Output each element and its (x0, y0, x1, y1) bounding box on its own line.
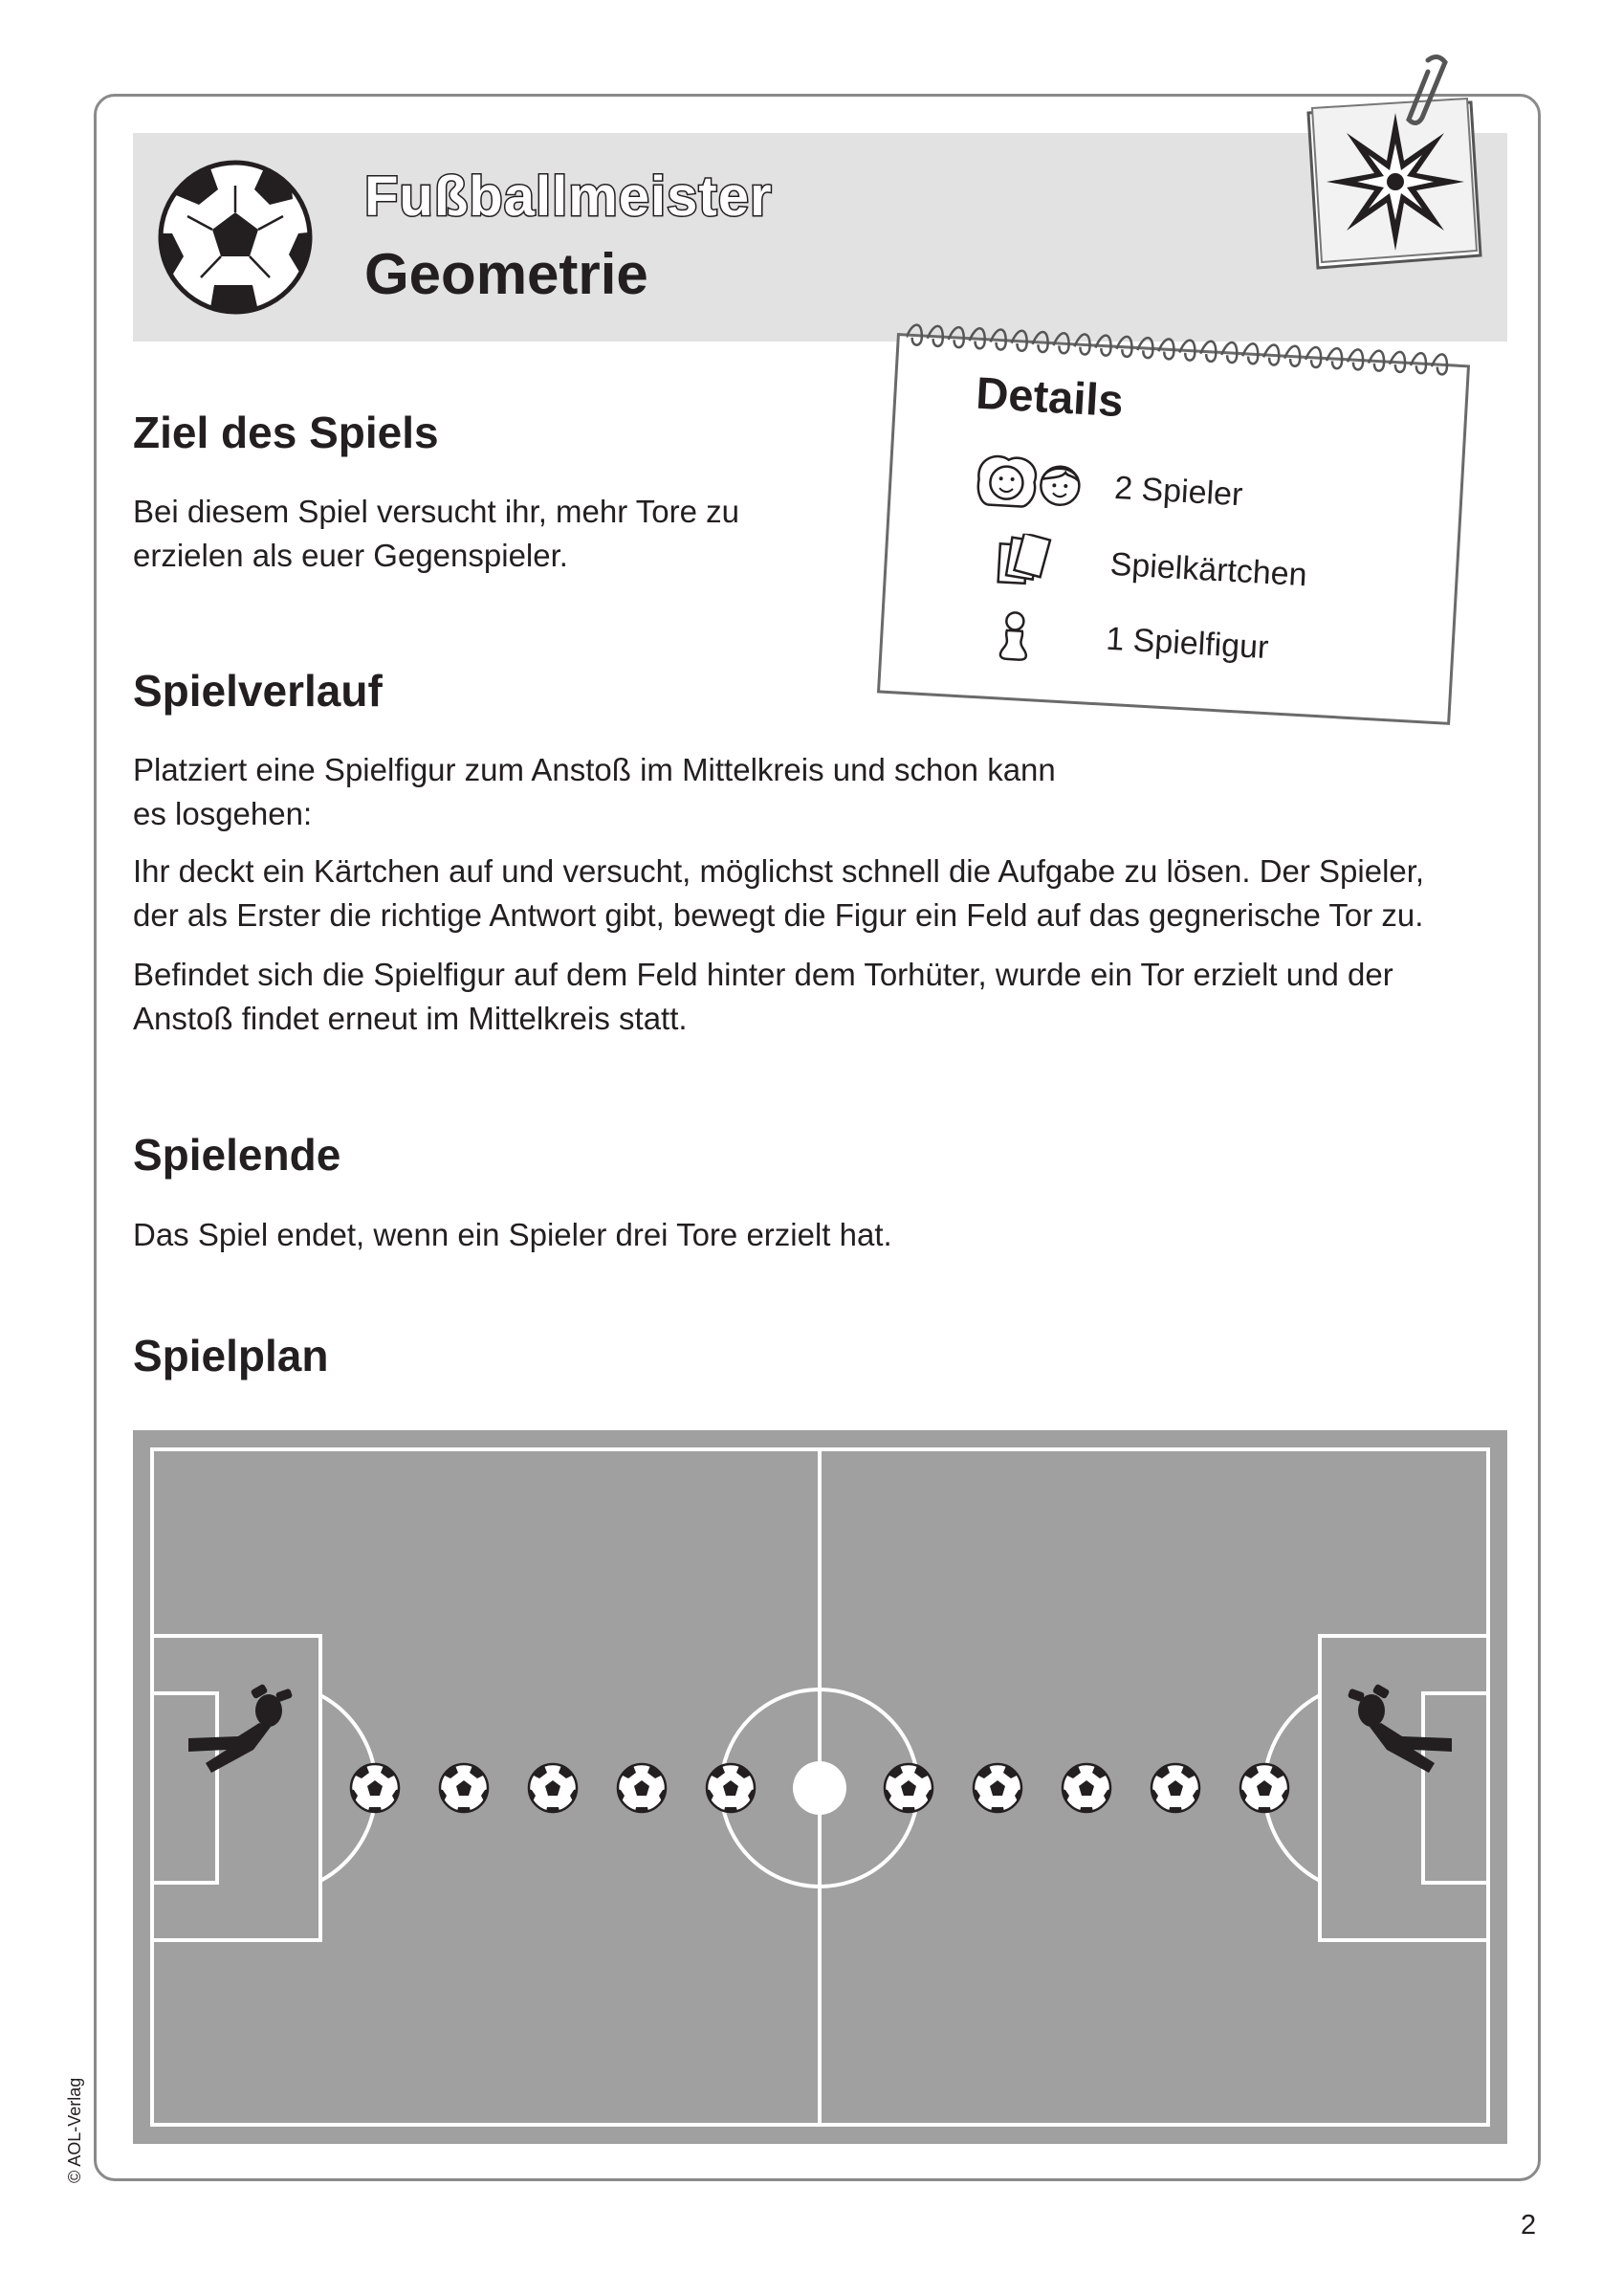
cards-icon (994, 532, 1054, 588)
star-icon (1301, 53, 1492, 273)
section-heading-verlauf: Spielverlauf (133, 666, 383, 716)
verlauf-p3-line-2: Anstoß findet erneut im Mittelkreis statt. (133, 1001, 688, 1036)
section-heading-ziel: Ziel des Spiels (133, 408, 439, 457)
ziel-text-line-1: Bei diesem Spiel versucht ihr, mehr Tore zu (133, 494, 740, 529)
copyright-notice: © AOL-Verlag (65, 2077, 84, 2183)
verlauf-p1-line-2: es losgehen: (133, 796, 313, 831)
soccer-field-board (133, 1430, 1507, 2144)
verlauf-p3-line-1: Befindet sich die Spielfigur auf dem Feld hinter dem Torhüter, wurde ein Tor erzielt und der (133, 957, 1393, 992)
soccer-ball-icon (155, 157, 316, 318)
section-heading-plan: Spielplan (133, 1331, 329, 1380)
center-spot (793, 1761, 846, 1815)
faces-icon (970, 451, 1087, 515)
game-subtitle: Geometrie (364, 242, 648, 306)
details-title: Details (975, 366, 1126, 427)
section-heading-ende: Spielende (133, 1130, 341, 1180)
verlauf-p2-line-2: der als Erster die richtige Antwort gibt, bewegt die Figur ein Feld auf das gegnerische Tor zu. (133, 897, 1424, 933)
ziel-text-line-2: erzielen als euer Gegenspieler. (133, 538, 568, 573)
verlauf-p2-line-1: Ihr deckt ein Kärtchen auf und versucht, möglichst schnell die Aufgabe zu lösen. Der Spieler, (133, 853, 1425, 889)
details-item-cards: Spielkärtchen (1108, 545, 1308, 594)
details-item-players: 2 Spieler (1113, 469, 1244, 514)
details-paper (877, 333, 1470, 725)
details-card (877, 316, 1471, 725)
page-number: 2 (1521, 2210, 1537, 2241)
game-piece-icon (994, 608, 1035, 664)
game-title: Fußballmeister (364, 166, 773, 228)
verlauf-p1-line-1: Platziert eine Spielfigur zum Anstoß im Mittelkreis und schon kann (133, 752, 1056, 787)
details-item-figure: 1 Spielfigur (1105, 620, 1270, 667)
ende-text: Das Spiel endet, wenn ein Spieler drei Tore erzielt hat. (133, 1217, 892, 1252)
